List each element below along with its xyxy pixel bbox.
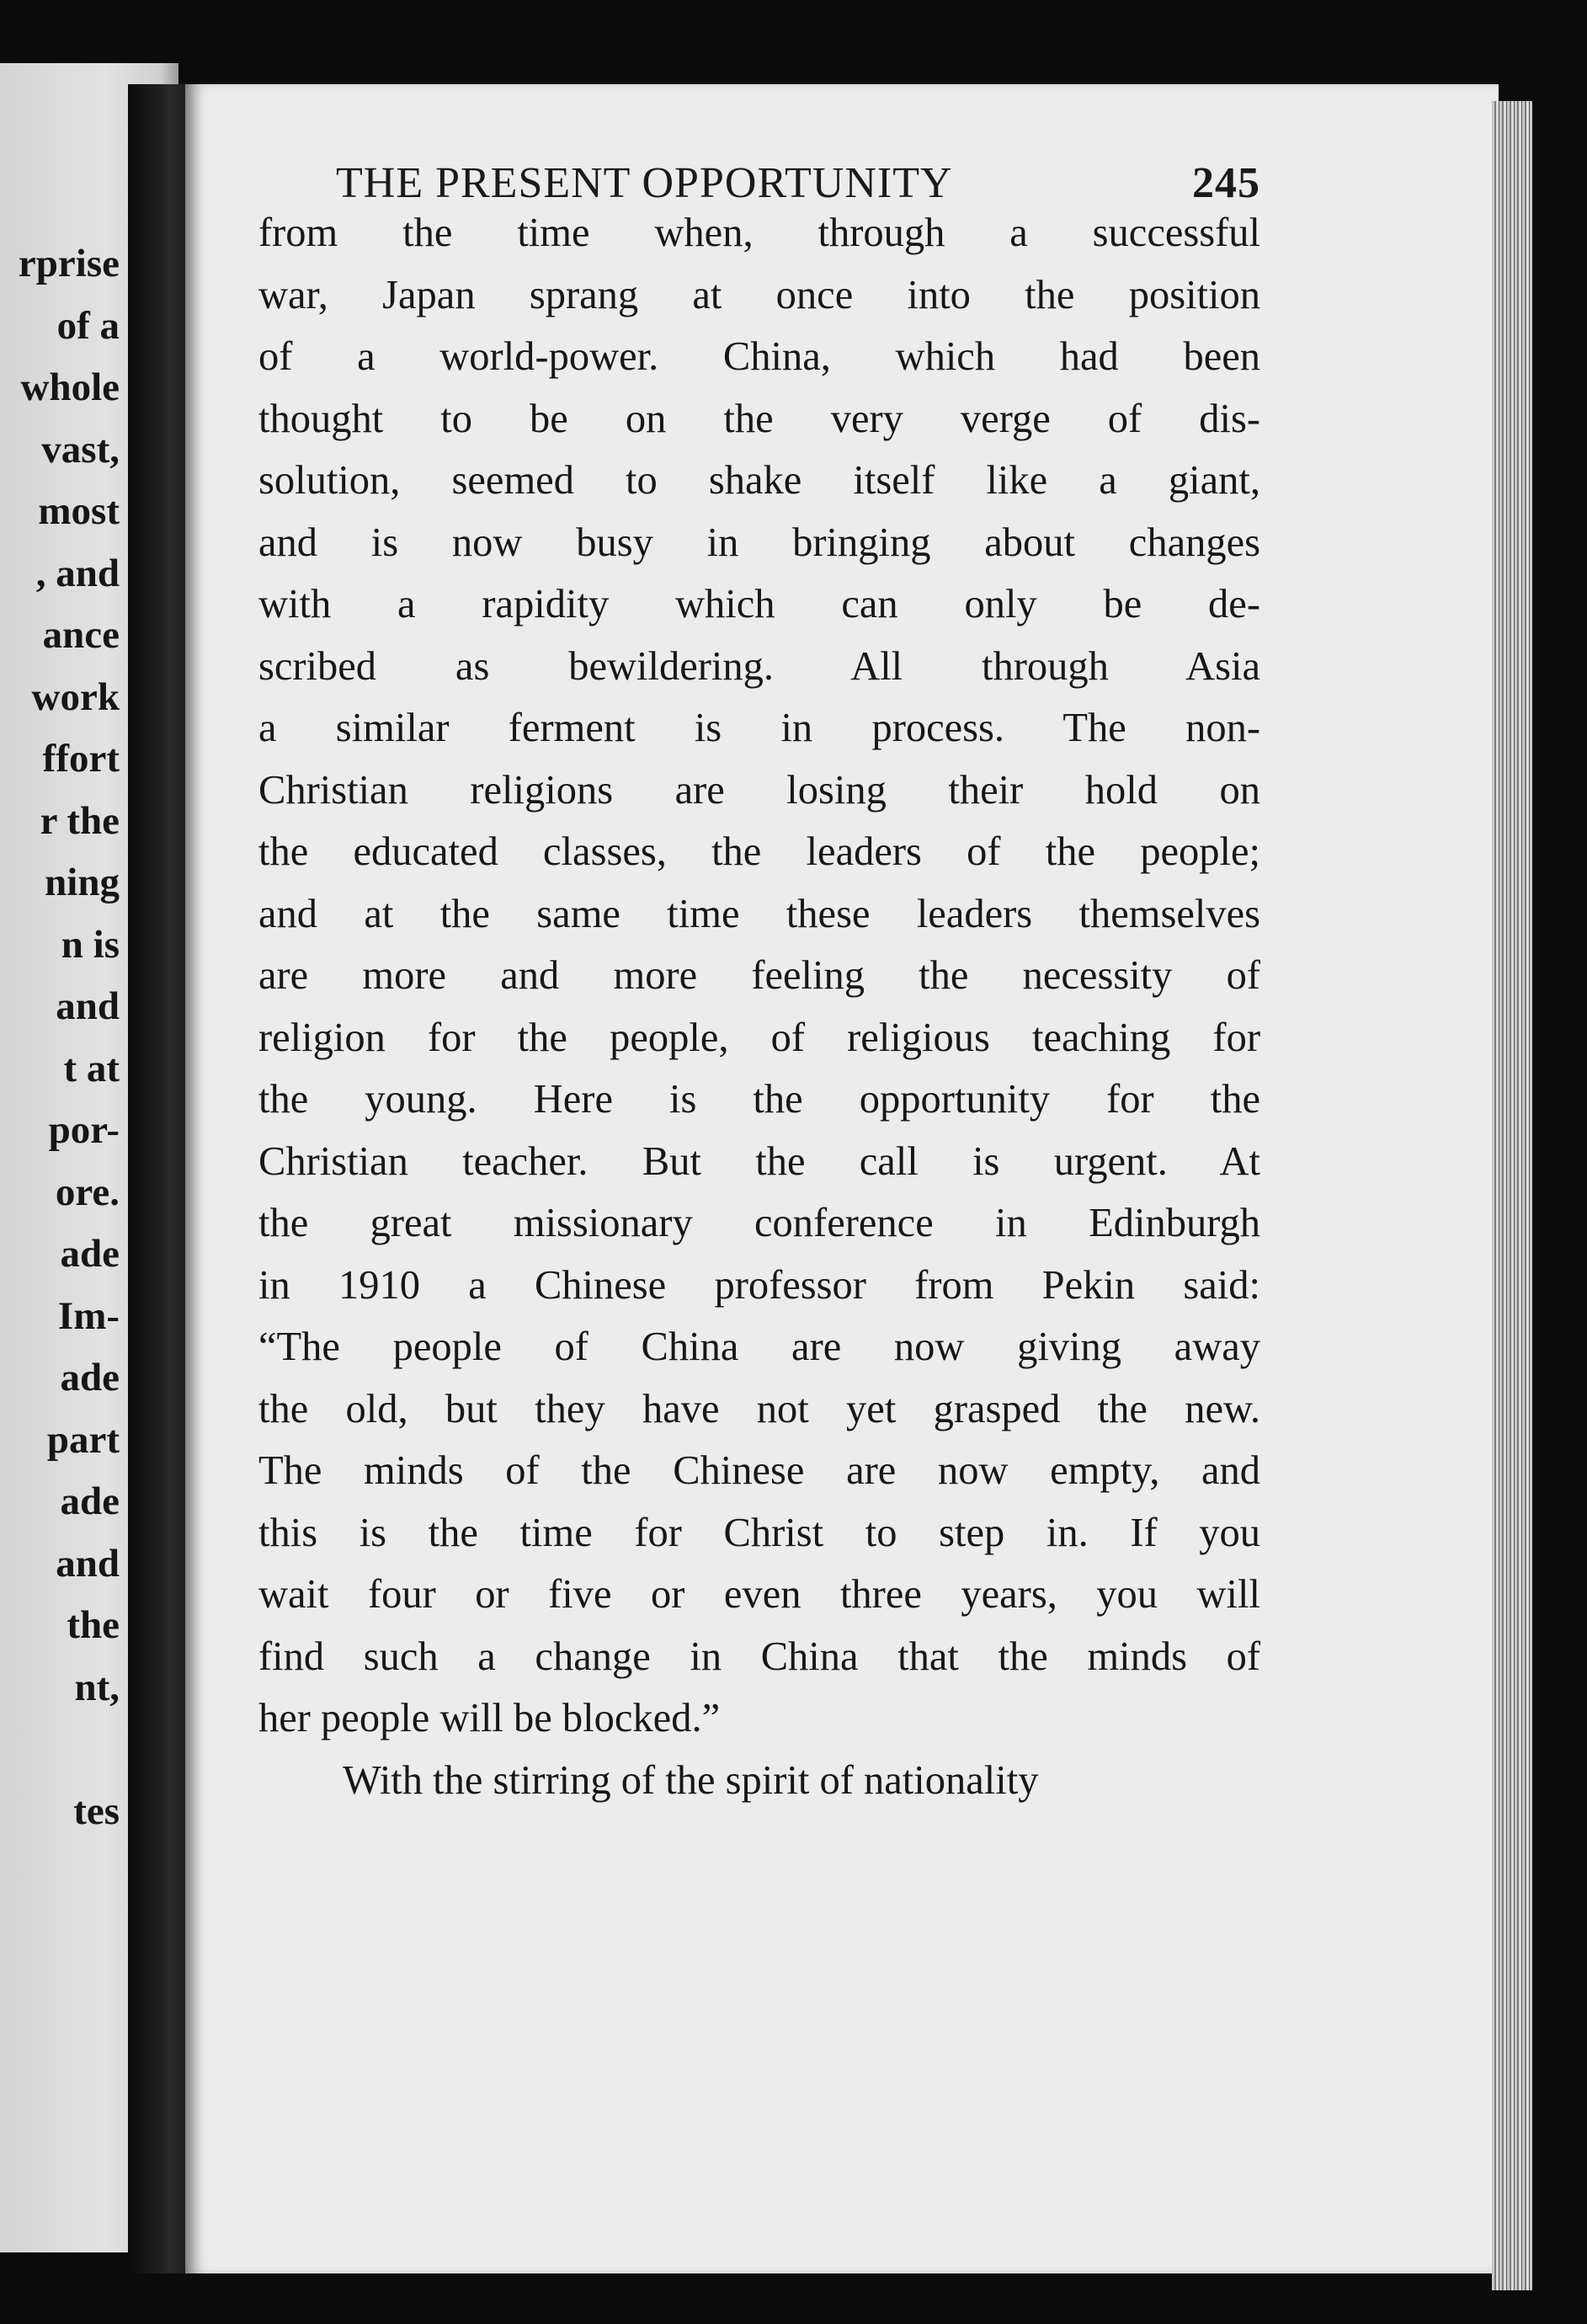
left-page-line: the	[67, 1603, 120, 1647]
left-page-line: ore.	[55, 1170, 120, 1214]
text-line: a similar ferment is in process. The non-	[258, 706, 1260, 750]
text-line: The minds of the Chinese are now empty, and	[258, 1448, 1260, 1493]
running-head-title: THE PRESENT OPPORTUNITY	[336, 159, 953, 207]
text-line: in 1910 a Chinese professor from Pekin said:	[258, 1262, 1260, 1308]
left-page-line: ning	[45, 861, 120, 904]
page-edges	[1492, 101, 1532, 2290]
left-page-line: r the	[40, 798, 120, 843]
left-page-line: work	[31, 674, 120, 719]
body-text	[258, 202, 1260, 1811]
left-page-line: rprise	[18, 242, 120, 285]
text-line: and at the same time these leaders themselves	[258, 891, 1260, 936]
left-page-line: t at	[63, 1046, 120, 1090]
running-head	[336, 158, 1260, 208]
text-line: with a rapidity which can only be de-	[258, 582, 1260, 626]
text-line: Christian teacher. But the call is urgent. At	[258, 1138, 1260, 1184]
left-page-line: ance	[42, 613, 120, 657]
page-number: 245	[1192, 159, 1260, 207]
left-page-line: Im-	[57, 1293, 120, 1338]
left-page-line: por-	[48, 1108, 120, 1152]
left-page-line: tes	[73, 1788, 120, 1833]
text-line: thought to be on the very verge of dis-	[258, 396, 1260, 441]
left-page-line: of a	[56, 303, 120, 348]
text-line: the great missionary conference in Edinburgh	[258, 1201, 1260, 1245]
text-line: the young. Here is the opportunity for the	[258, 1077, 1260, 1122]
text-line: from the time when, through a successful	[258, 211, 1260, 255]
left-page-line: most	[38, 489, 120, 533]
text-line: this is the time for Christ to step in. If you	[258, 1510, 1260, 1555]
left-page-line: whole	[20, 365, 120, 409]
text-line: and is now busy in bringing about changes	[258, 520, 1260, 565]
text-line: With the stirring of the spirit of nationality	[343, 1757, 1039, 1803]
text-line: religion for the people, of religious teaching for	[258, 1015, 1260, 1060]
left-page-line: ffort	[42, 737, 120, 781]
left-page-line: and	[56, 984, 120, 1028]
left-page-line: ade	[60, 1479, 120, 1523]
left-page-line: part	[46, 1417, 120, 1462]
text-line: find such a change in China that the minds of	[258, 1634, 1260, 1679]
text-line: the old, but they have not yet grasped the new.	[258, 1386, 1260, 1431]
text-line: are more and more feeling the necessity of	[258, 953, 1260, 998]
text-line: scribed as bewildering. All through Asia	[258, 643, 1260, 689]
left-page-line: n is	[61, 922, 120, 967]
left-page-line: nt,	[74, 1665, 120, 1709]
text-line: Christian religions are losing their hold on	[258, 767, 1260, 813]
text-line: “The people of China are now giving away	[258, 1325, 1260, 1369]
left-page-line: ade	[60, 1356, 120, 1399]
text-line: war, Japan sprang at once into the position	[258, 272, 1260, 317]
text-line: her people will be blocked.”	[258, 1696, 721, 1740]
left-page-line: ade	[60, 1232, 120, 1276]
text-line: wait four or five or even three years, you will	[258, 1572, 1260, 1617]
text-line: of a world-power. China, which had been	[258, 334, 1260, 379]
text-line: the educated classes, the leaders of the people;	[258, 829, 1260, 874]
left-page-line: vast,	[41, 427, 120, 472]
left-page-line: and	[56, 1541, 120, 1586]
text-line: solution, seemed to shake itself like a giant,	[258, 458, 1260, 503]
left-page-line: , and	[35, 551, 120, 595]
